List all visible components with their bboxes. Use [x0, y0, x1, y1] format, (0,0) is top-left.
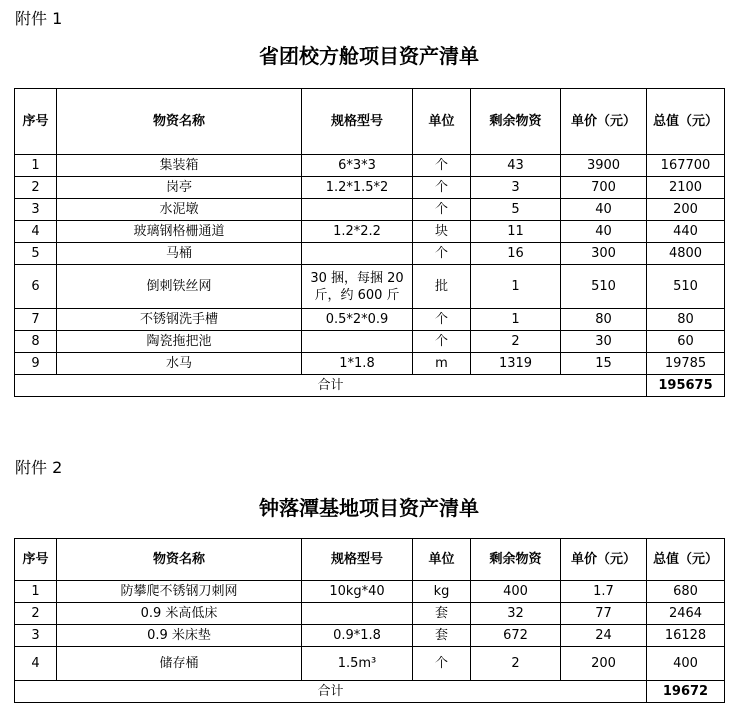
cell-unit: 个	[413, 331, 471, 353]
cell-unit: 块	[413, 221, 471, 243]
cell-price: 200	[561, 647, 647, 681]
cell-price: 300	[561, 243, 647, 265]
cell-name: 不锈钢洗手槽	[57, 309, 302, 331]
cell-total: 167700	[647, 155, 725, 177]
cell-name: 0.9 米床垫	[57, 625, 302, 647]
table-row	[15, 265, 725, 309]
cell-seq: 8	[15, 331, 57, 353]
cell-name: 马桶	[57, 243, 302, 265]
cell-total: 400	[647, 647, 725, 681]
header-unit: 单位	[413, 539, 471, 581]
cell-spec: 30 捆，每捆 20 斤，约 600 斤	[302, 265, 413, 309]
cell-spec: 1.2*2.2	[302, 221, 413, 243]
cell-price: 1.7	[561, 581, 647, 603]
attachment-1-label: 附件 1	[15, 9, 63, 28]
table-row	[15, 625, 725, 647]
table-row	[15, 221, 725, 243]
table-row	[15, 177, 725, 199]
table-row	[15, 199, 725, 221]
cell-name: 储存桶	[57, 647, 302, 681]
cell-unit: 个	[413, 177, 471, 199]
cell-seq: 4	[15, 647, 57, 681]
table-row	[15, 243, 725, 265]
cell-qty: 16	[471, 243, 561, 265]
cell-price: 510	[561, 265, 647, 309]
header-seq: 序号	[15, 539, 57, 581]
cell-qty: 672	[471, 625, 561, 647]
table-row	[15, 353, 725, 375]
cell-price: 40	[561, 221, 647, 243]
cell-total: 60	[647, 331, 725, 353]
cell-price: 700	[561, 177, 647, 199]
cell-seq: 5	[15, 243, 57, 265]
total-label: 合计	[15, 375, 647, 397]
cell-name: 0.9 米高低床	[57, 603, 302, 625]
cell-name: 倒刺铁丝网	[57, 265, 302, 309]
cell-name: 水泥墩	[57, 199, 302, 221]
cell-seq: 1	[15, 581, 57, 603]
cell-qty: 1	[471, 265, 561, 309]
cell-qty: 43	[471, 155, 561, 177]
header-price: 单价（元）	[561, 89, 647, 155]
cell-spec: 1.2*1.5*2	[302, 177, 413, 199]
cell-unit: 个	[413, 199, 471, 221]
cell-unit: m	[413, 353, 471, 375]
cell-name: 玻璃钢格栅通道	[57, 221, 302, 243]
cell-seq: 3	[15, 625, 57, 647]
table-row	[15, 647, 725, 681]
table-row	[15, 603, 725, 625]
total-label: 合计	[15, 681, 647, 703]
cell-price: 24	[561, 625, 647, 647]
cell-qty: 5	[471, 199, 561, 221]
cell-price: 77	[561, 603, 647, 625]
table-row	[15, 331, 725, 353]
header-total: 总值（元）	[647, 539, 725, 581]
cell-spec	[302, 331, 413, 353]
cell-total: 16128	[647, 625, 725, 647]
attachment-1-title: 省团校方舱项目资产清单	[259, 44, 479, 68]
cell-seq: 9	[15, 353, 57, 375]
cell-name: 水马	[57, 353, 302, 375]
cell-spec: 0.9*1.8	[302, 625, 413, 647]
cell-spec: 6*3*3	[302, 155, 413, 177]
cell-price: 30	[561, 331, 647, 353]
cell-spec: 1*1.8	[302, 353, 413, 375]
cell-total: 510	[647, 265, 725, 309]
table-row	[15, 581, 725, 603]
cell-qty: 2	[471, 647, 561, 681]
cell-unit: 个	[413, 155, 471, 177]
header-total: 总值（元）	[647, 89, 725, 155]
header-price: 单价（元）	[561, 539, 647, 581]
header-unit: 单位	[413, 89, 471, 155]
cell-unit: kg	[413, 581, 471, 603]
cell-price: 15	[561, 353, 647, 375]
cell-seq: 2	[15, 177, 57, 199]
cell-seq: 7	[15, 309, 57, 331]
asset-table-2	[14, 538, 725, 703]
cell-spec	[302, 603, 413, 625]
cell-total: 200	[647, 199, 725, 221]
cell-seq: 3	[15, 199, 57, 221]
header-qty: 剩余物资	[471, 539, 561, 581]
cell-spec	[302, 243, 413, 265]
cell-seq: 1	[15, 155, 57, 177]
attachment-2-label: 附件 2	[15, 458, 63, 477]
cell-qty: 3	[471, 177, 561, 199]
attachment-2-title: 钟落潭基地项目资产清单	[259, 496, 479, 520]
cell-name: 岗亭	[57, 177, 302, 199]
cell-seq: 4	[15, 221, 57, 243]
cell-unit: 个	[413, 647, 471, 681]
cell-price: 80	[561, 309, 647, 331]
header-name: 物资名称	[57, 89, 302, 155]
cell-spec: 10kg*40	[302, 581, 413, 603]
cell-seq: 2	[15, 603, 57, 625]
cell-unit: 套	[413, 603, 471, 625]
cell-seq: 6	[15, 265, 57, 309]
cell-price: 3900	[561, 155, 647, 177]
table-row	[15, 155, 725, 177]
cell-qty: 2	[471, 331, 561, 353]
cell-spec: 0.5*2*0.9	[302, 309, 413, 331]
total-value: 19672	[647, 681, 725, 703]
cell-qty: 32	[471, 603, 561, 625]
cell-total: 2100	[647, 177, 725, 199]
cell-qty: 1319	[471, 353, 561, 375]
table-row	[15, 309, 725, 331]
cell-total: 80	[647, 309, 725, 331]
cell-total: 4800	[647, 243, 725, 265]
cell-name: 集装箱	[57, 155, 302, 177]
cell-name: 陶瓷拖把池	[57, 331, 302, 353]
cell-unit: 个	[413, 309, 471, 331]
cell-spec: 1.5m³	[302, 647, 413, 681]
cell-qty: 400	[471, 581, 561, 603]
total-value: 195675	[647, 375, 725, 397]
cell-name: 防攀爬不锈钢刀刺网	[57, 581, 302, 603]
cell-qty: 11	[471, 221, 561, 243]
asset-table-1	[14, 88, 725, 397]
cell-total: 2464	[647, 603, 725, 625]
cell-total: 19785	[647, 353, 725, 375]
cell-unit: 个	[413, 243, 471, 265]
cell-unit: 套	[413, 625, 471, 647]
cell-total: 680	[647, 581, 725, 603]
header-name: 物资名称	[57, 539, 302, 581]
cell-price: 40	[561, 199, 647, 221]
cell-spec	[302, 199, 413, 221]
cell-qty: 1	[471, 309, 561, 331]
header-spec: 规格型号	[302, 539, 413, 581]
header-spec: 规格型号	[302, 89, 413, 155]
cell-unit: 批	[413, 265, 471, 309]
header-qty: 剩余物资	[471, 89, 561, 155]
cell-total: 440	[647, 221, 725, 243]
header-seq: 序号	[15, 89, 57, 155]
